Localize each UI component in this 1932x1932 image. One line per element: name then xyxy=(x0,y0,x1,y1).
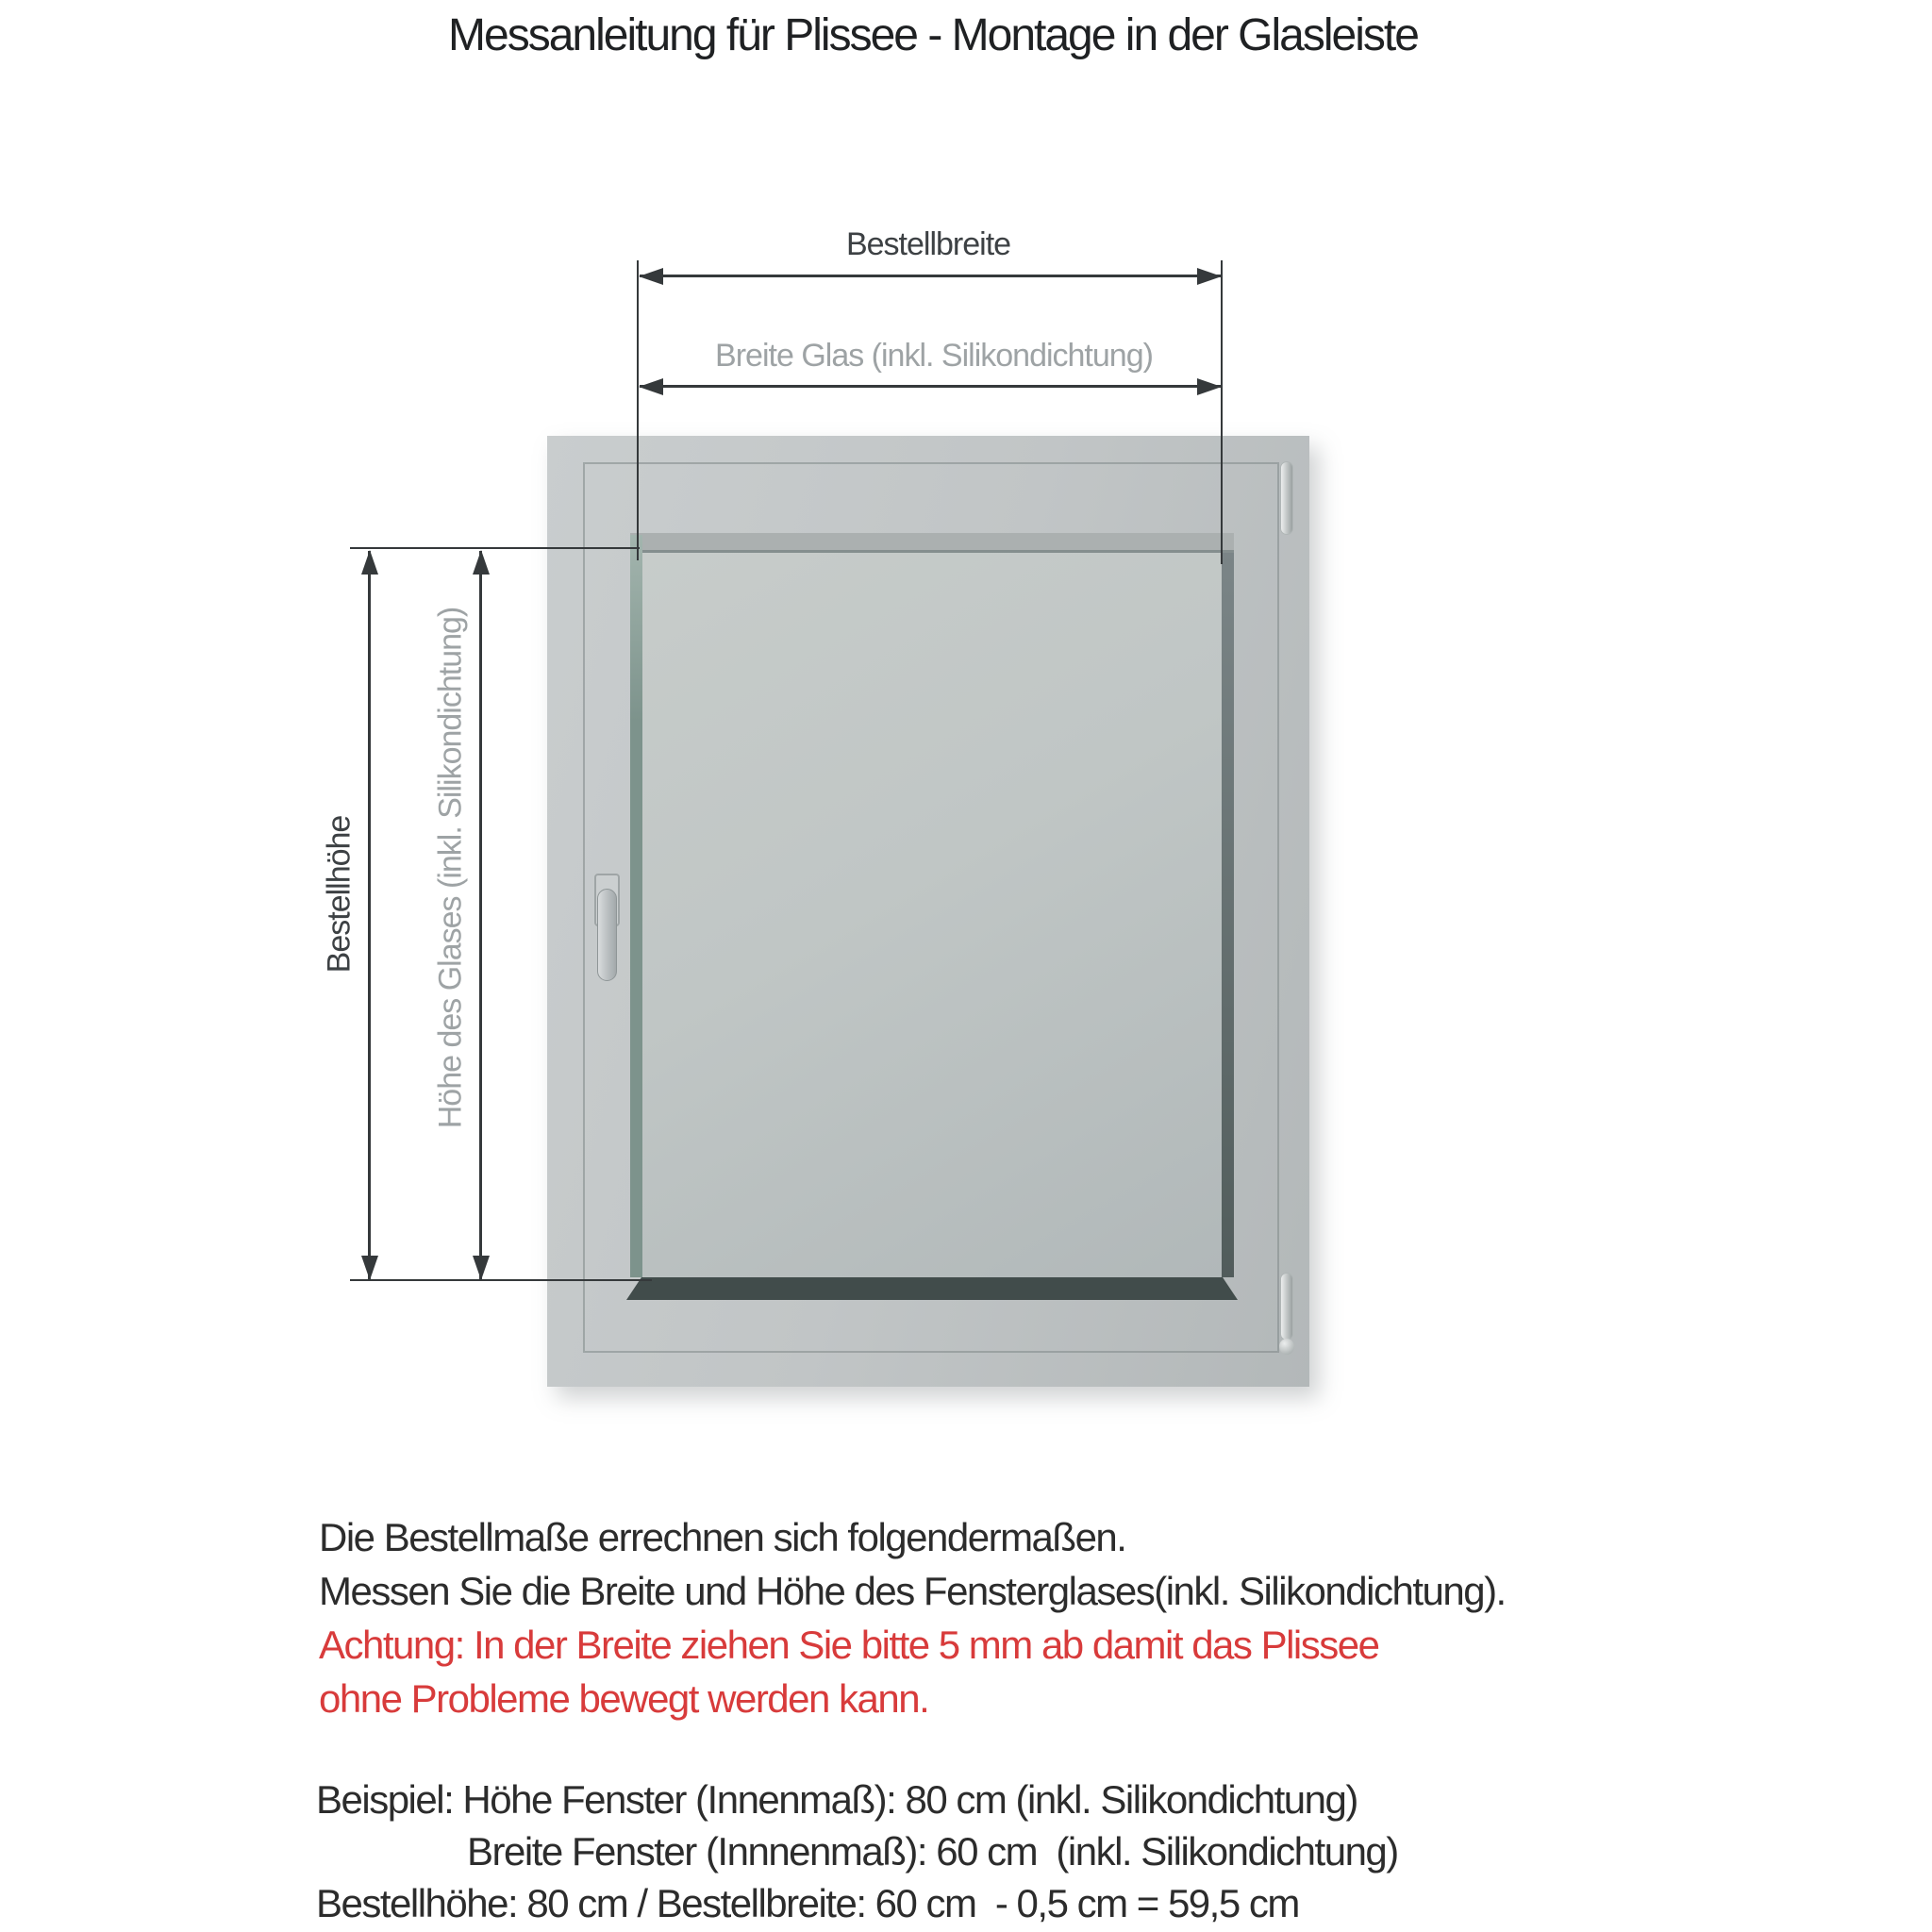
instruction-line: Die Bestellmaße errechnen sich folgendermaßen. xyxy=(319,1515,1126,1559)
example-line: Breite Fenster (Innnenmaß): 60 cm (inkl. Silikondichtung) xyxy=(467,1829,1398,1874)
extension-line-left xyxy=(637,260,639,560)
glass-pane xyxy=(642,553,1222,1277)
window-hinge-bottom xyxy=(1280,1273,1293,1341)
glass-width-label: Breite Glas (inkl. Silikondichtung) xyxy=(715,338,1153,374)
example-line: Bestellhöhe: 80 cm / Bestellbreite: 60 cm - 0,5 cm = 59,5 cm xyxy=(316,1881,1299,1925)
arrowhead-right-icon xyxy=(1197,268,1222,285)
window-hinge-top xyxy=(1280,461,1293,535)
arrowhead-right-icon xyxy=(1197,378,1222,395)
order-height-label: Bestellhöhe xyxy=(321,815,358,974)
extension-line-top xyxy=(350,547,640,549)
window-handle-grip xyxy=(597,889,617,981)
instruction-line: Messen Sie die Breite und Höhe des Fensterglases(inkl. Silikondichtung). xyxy=(319,1569,1506,1613)
extension-line-right xyxy=(1221,260,1223,564)
glazing-top-bar xyxy=(630,533,1234,553)
example-text-block xyxy=(316,1774,1398,1929)
window-hinge-knob xyxy=(1279,1339,1294,1355)
glass-height-label: Höhe des Glases (inkl. Silikondichtung) xyxy=(432,607,469,1129)
glass-width-dimension-arrow xyxy=(640,385,1221,388)
example-line: Beispiel: Höhe Fenster (Innenmaß): 80 cm (inkl. Silikondichtung) xyxy=(316,1777,1357,1822)
page-title: Messanleitung für Plissee - Montage in der Glasleiste xyxy=(448,10,1418,60)
arrowhead-up-icon xyxy=(361,550,378,575)
order-width-label: Bestellbreite xyxy=(845,226,1011,262)
glass-silicone-seal-left xyxy=(630,535,642,1277)
warning-line: ohne Probleme bewegt werden kann. xyxy=(319,1676,929,1721)
glass-height-dimension-arrow xyxy=(479,551,482,1279)
warning-line: Achtung: In der Breite ziehen Sie bitte 5 mm ab damit das Plissee xyxy=(319,1623,1379,1667)
instruction-text-block xyxy=(319,1510,1506,1725)
arrowhead-down-icon xyxy=(361,1256,378,1280)
order-height-dimension-arrow xyxy=(368,551,371,1279)
glass-bevel-right xyxy=(1222,553,1234,1277)
order-width-dimension-arrow xyxy=(640,275,1221,277)
arrowhead-left-icon xyxy=(639,378,663,395)
arrowhead-up-icon xyxy=(473,550,490,575)
glass-bevel-bottom xyxy=(626,1277,1238,1300)
extension-line-bottom xyxy=(350,1279,652,1281)
arrowhead-left-icon xyxy=(639,268,663,285)
arrowhead-down-icon xyxy=(473,1256,490,1280)
window-glazing-unit xyxy=(630,533,1234,1300)
